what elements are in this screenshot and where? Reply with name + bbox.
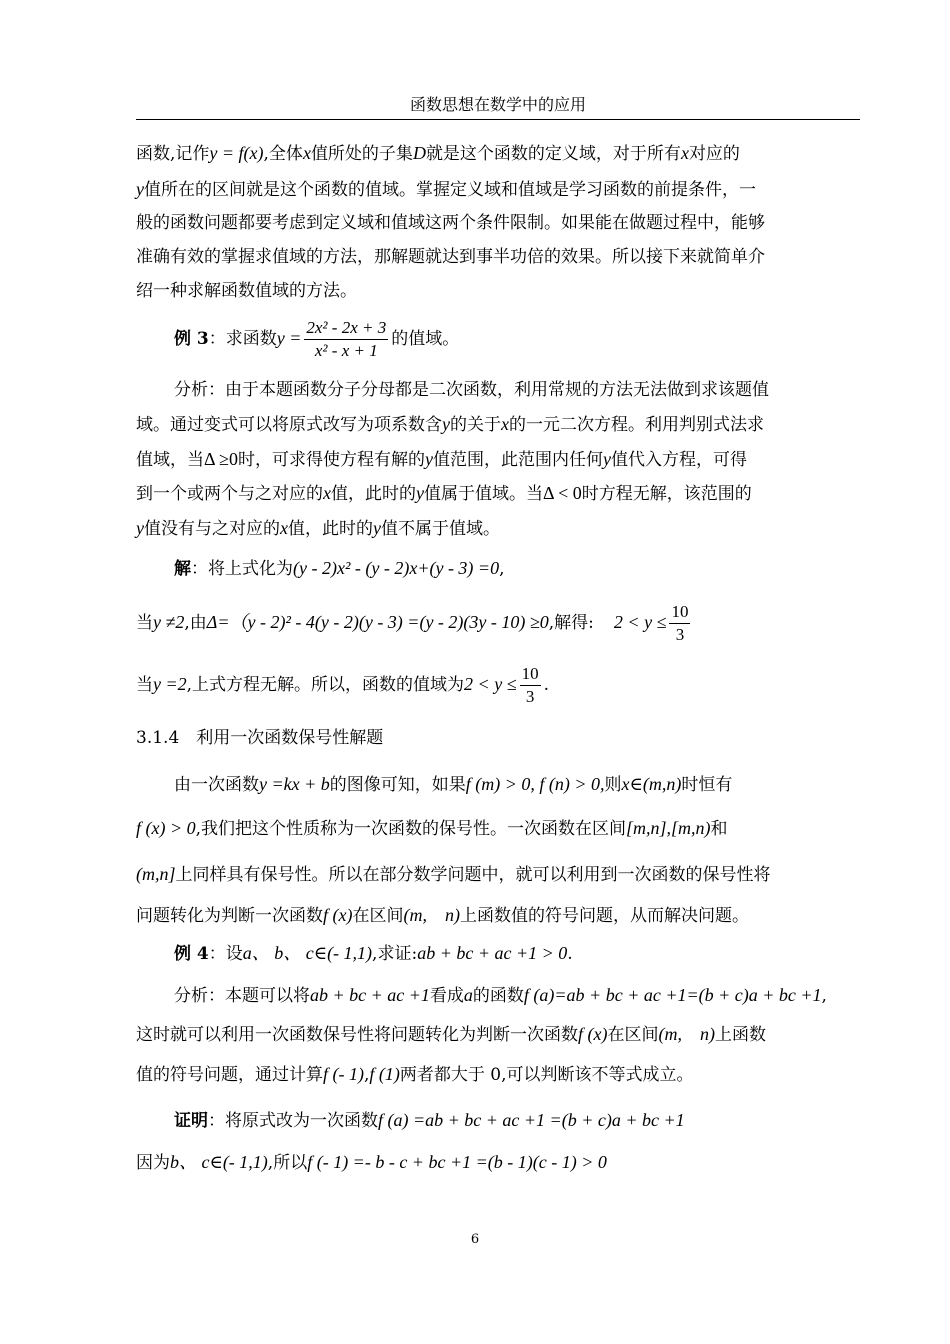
math: a: [463, 985, 473, 1005]
solution-line: [136, 598, 693, 647]
page-number: 6: [470, 1232, 480, 1247]
math: D: [412, 143, 426, 163]
text: 的值域。: [391, 329, 460, 349]
math: x: [280, 518, 288, 538]
math: (m, n): [658, 1024, 715, 1044]
math: b、 c∈(- 1,1): [170, 1152, 268, 1172]
text: 值范围，此范围内任何: [432, 450, 603, 470]
text: 这时就可以利用一次函数保号性将问题转化为判断一次函数: [136, 1025, 578, 1045]
math: Δ=（y - 2)² - 4(y - 2)(y - 3) =(y - 2)(3y - 10) ≥0: [206, 612, 549, 632]
math: (m,n]: [136, 864, 176, 884]
fraction-numerator: 10: [669, 601, 690, 624]
math: Δ ≥0: [204, 449, 238, 469]
math: f (x) > 0: [136, 818, 196, 838]
math: y = f(x): [209, 143, 264, 163]
text: 则: [604, 775, 622, 795]
text: 值代入方程，可得: [610, 450, 747, 470]
text: 值不属于值域。: [381, 519, 500, 539]
text: ,求证:: [372, 944, 418, 964]
text: 值所在的区间就是这个函数的值域。掌握定义域和值域是学习函数的前提条件，一: [144, 180, 756, 200]
fraction-denominator: 3: [525, 687, 535, 706]
text: 当: [136, 613, 153, 633]
text: 和: [710, 819, 728, 839]
text: 函数,记作: [136, 144, 210, 164]
proof-line: [136, 1150, 607, 1175]
math: f (m) > 0, f (n) > 0,: [465, 774, 605, 794]
paragraph-line: 般的函数问题都要考虑到定义域和值域这两个条件限制。如果能在做题过程中，能够: [136, 213, 765, 233]
text: ,我们把这个性质称为一次函数的保号性。一次函数在区间: [195, 819, 627, 839]
text: ,解得:: [548, 613, 594, 633]
math: x: [501, 414, 509, 434]
fraction: [304, 317, 388, 362]
math: f (a)=ab + bc + ac +1=(b + c)a + bc +1: [523, 985, 822, 1005]
text: 的关于: [450, 415, 501, 435]
text: 值，此时的: [288, 519, 373, 539]
math: f (a) =ab + bc + ac +1 =(b + c)a + bc +1: [378, 1110, 685, 1130]
math: x∈(m,n): [621, 774, 682, 794]
text: 因为: [136, 1153, 170, 1173]
text: ,由: [184, 613, 207, 633]
text: 的函数: [472, 986, 524, 1006]
text: 的图像可知，如果: [329, 775, 466, 795]
text: 在区间: [352, 906, 404, 926]
text: 到一个或两个与之对应的: [136, 484, 323, 504]
analysis-line: 分析：由于本题函数分子分母都是二次函数，利用常规的方法无法做到求该题值: [174, 380, 769, 400]
paragraph-line: 准确有效的掌握求值域的方法，那解题就达到事半功倍的效果。所以接下来就简单介: [136, 247, 765, 267]
math: y =: [276, 328, 302, 348]
text: ：设: [208, 944, 243, 964]
text: 看成: [429, 986, 464, 1006]
text: .: [567, 944, 573, 964]
text: 时，可求得使方程有解的: [237, 450, 425, 470]
math: y: [136, 179, 144, 199]
proof-line: [174, 1108, 685, 1133]
paragraph-line: [136, 177, 756, 202]
text: 当: [136, 675, 153, 695]
math: y: [373, 518, 381, 538]
text: ：求函数: [208, 329, 277, 349]
math: (y - 2)x² - (y - 2)x+(y - 3) =0: [293, 558, 500, 578]
text: 分析：本题可以将: [174, 986, 310, 1006]
fraction-denominator: x² - x + 1: [314, 341, 378, 360]
page-header: 函数思想在数学中的应用: [136, 92, 860, 120]
paragraph-line: [136, 816, 728, 841]
math: y: [424, 449, 433, 469]
example-label: 例 3: [174, 329, 209, 349]
math: ab + bc + ac +1: [310, 985, 430, 1005]
analysis-line: [136, 481, 752, 506]
text: 的一元二次方程。利用判别式法求: [509, 415, 764, 435]
text: ,全体: [263, 144, 303, 164]
text: 值属于值域。当: [424, 484, 543, 504]
math: f (x): [578, 1024, 608, 1044]
math: (m, n): [403, 905, 460, 925]
fraction-numerator: 2x² - 2x + 3: [304, 317, 388, 340]
section-heading: 3.1.4 利用一次函数保号性解题: [136, 728, 384, 748]
analysis-line: [136, 1022, 766, 1047]
text: ,: [821, 986, 827, 1006]
math: [m,n],[m,n): [626, 818, 711, 838]
text: 对应的: [688, 144, 740, 164]
paragraph-line: [136, 862, 771, 887]
math: y =2: [153, 674, 187, 694]
paragraph-line: [174, 772, 732, 797]
fraction-denominator: 3: [675, 625, 685, 644]
solution-line: [174, 556, 504, 581]
math: y: [416, 483, 424, 503]
text: 时恒有: [681, 775, 733, 795]
math: f (1): [369, 1064, 400, 1084]
example-3: [174, 314, 459, 363]
analysis-line: [174, 983, 827, 1008]
text: ,: [499, 559, 505, 579]
text: 值没有与之对应的: [144, 519, 280, 539]
fraction: [520, 663, 541, 708]
text: 值域，当: [136, 450, 204, 470]
math: y: [602, 449, 611, 469]
example-4: [174, 941, 573, 966]
paragraph-line: [136, 903, 749, 928]
text: .: [543, 675, 549, 695]
math: Δ < 0: [543, 483, 582, 503]
text: ,所以: [267, 1153, 308, 1173]
text: 上函数值的符号问题，从而解决问题。: [459, 906, 749, 926]
example-label: 例 4: [174, 944, 209, 964]
math: 2 < y ≤: [613, 612, 667, 632]
analysis-line: [136, 516, 500, 541]
math: x: [302, 143, 311, 163]
text: ：将原式改为一次函数: [208, 1111, 378, 1131]
math: 2 < y ≤: [464, 674, 517, 694]
analysis-line: [136, 412, 764, 437]
text: 由一次函数: [174, 775, 259, 795]
text: 问题转化为判断一次函数: [136, 906, 323, 926]
text: 上函数: [714, 1025, 766, 1045]
math: f (- 1) =- b - c + bc +1 =(b - 1)(c - 1) > 0: [307, 1152, 607, 1172]
paragraph-line: 绍一种求解函数值域的方法。: [136, 281, 357, 301]
math: y ≠2: [153, 612, 185, 632]
text: 值的符号问题，通过计算: [136, 1065, 323, 1085]
text: 时方程无解，该范围的: [581, 484, 752, 504]
fraction: [669, 601, 690, 646]
math: ab + bc + ac +1 > 0: [417, 943, 568, 963]
math: y =kx + b: [259, 774, 330, 794]
math: y: [136, 518, 144, 538]
text: 上同样具有保号性。所以在部分数学问题中，就可以利用到一次函数的保号性将: [175, 865, 771, 885]
text: ：将上式化为: [191, 559, 293, 579]
text: 两者都大于 0,可以判断该不等式成立。: [399, 1065, 694, 1085]
math: y: [442, 414, 450, 434]
solution-label: 解: [174, 559, 191, 579]
analysis-line: [136, 447, 747, 472]
math: a、 b、 c∈(- 1,1): [242, 943, 373, 963]
text: ,上式方程无解。所以，函数的值域为: [186, 675, 465, 695]
fraction-numerator: 10: [520, 663, 541, 686]
text: 值，此时的: [331, 484, 416, 504]
math: f (x): [323, 905, 353, 925]
text: 值所处的子集: [310, 144, 413, 164]
math: x: [680, 143, 689, 163]
text: 就是这个函数的定义域，对于所有: [425, 144, 681, 164]
text: 域。通过变式可以将原式改写为项系数含: [136, 415, 442, 435]
text: ,: [363, 1065, 370, 1085]
solution-line: [136, 660, 549, 709]
paragraph-line: [136, 141, 740, 166]
math: x: [323, 483, 331, 503]
math: f (- 1): [323, 1064, 364, 1084]
proof-label: 证明: [174, 1111, 208, 1131]
text: 在区间: [607, 1025, 659, 1045]
analysis-line: [136, 1062, 694, 1087]
